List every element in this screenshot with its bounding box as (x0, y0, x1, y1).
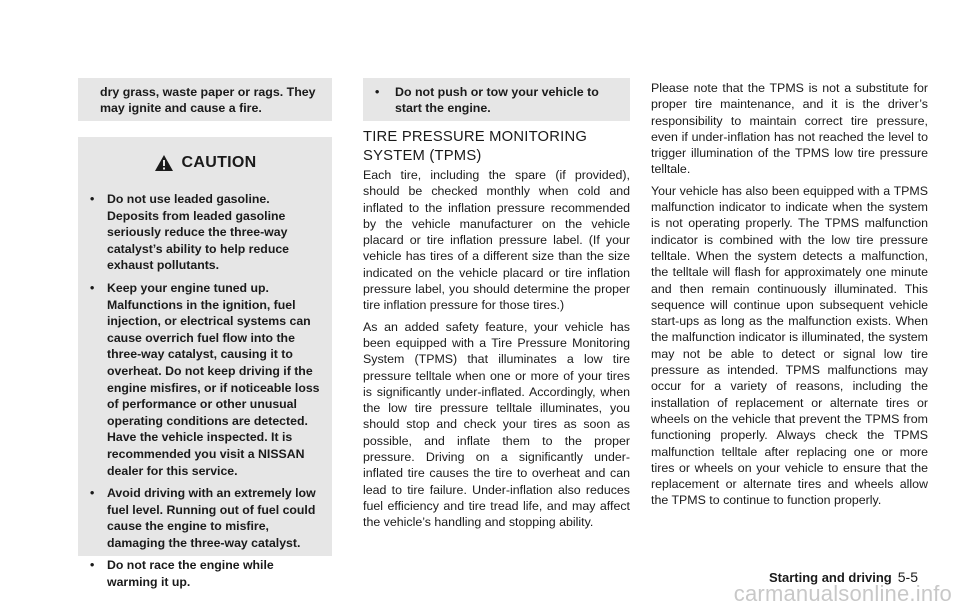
caution-item: • Do not push or tow your vehicle to start the engine. (375, 85, 599, 116)
paragraph: Your vehicle has also been equipped with a TPMS malfunction indicator to indicate when the system is not operating properly. The TPMS malfunction indicator is combined with the low tire pressure telltale. When the system detects a malfunction, the telltale will flash for approximately one minute and then remain continuously illuminated. This sequence will continue upon subsequent vehicle start-ups as long as the malfunction exists. When the malfunction indicator is illuminated, the system may not be able to detect or signal low tire pressure as intended. TPMS malfunctions may occur for a variety of reasons, including the installation of replacement or alternate tires or wheels on the vehicle that prevent the TPMS from functioning properly. Always check the TPMS malfunction telltale after replacing one or more tires or wheels on your vehicle to ensure that the replacement or alternate tires and wheels allow the TPMS to continue to function properly. (651, 183, 928, 508)
warning-triangle-icon (154, 154, 174, 172)
paragraph: As an added safety feature, your vehicle has been equipped with a Tire Pressure Monitoring System (TPMS) that illuminates a low tire pressure telltale when one or more of your tires is significantly under-inflated. Accordingly, when the low tire pressure telltale illuminates, you should stop and check your tires as soon as possible, and inflate them to the proper pressure. Driving on a significantly under-inflated tire causes the tire to overheat and can lead to tire failure. Under-inflation also reduces fuel efficiency and tire tread life, and may affect the vehicle’s handling and stopping ability. (363, 319, 630, 530)
page-number: 5-5 (897, 569, 918, 585)
continued-warning-text: dry grass, waste paper or rags. They may ignite and cause a fire. (100, 85, 316, 116)
tpms-intro-body (363, 167, 630, 536)
watermark: carmanualsonline.info (733, 581, 952, 606)
paragraph: Please note that the TPMS is not a substitute for proper tire maintenance, and it is the driver’s responsibility to maintain correct tire pressure, even if under-inflation has not reached the level to trigger illumination of the TPMS low tire pressure telltale. (651, 81, 928, 177)
caution-item: • Avoid driving with an extremely low fuel level. Running out of fuel could cause the engine to misfire, damaging the three-way catalyst. (90, 486, 316, 550)
caution-item: • Do not race the engine while warming it up. (90, 558, 274, 590)
caution-box (78, 137, 332, 590)
caution-item: • Keep your engine tuned up. Malfunctions in the ignition, fuel injection, or electrical systems can cause overrich fuel flow into the three-way catalyst, causing it to overheat. Do not keep driving if the engine misfires, or if noticeable loss of performance or other unusual operating conditions are detected. Have the vehicle inspected. It is recommended you visit a NISSAN dealer for this service. (90, 280, 320, 478)
caution-title: CAUTION (181, 154, 257, 171)
footer-section-title: Starting and driving (768, 570, 892, 585)
continued-warning-box (78, 78, 332, 121)
caution-list (78, 191, 332, 591)
caution-item: • Do not use leaded gasoline. Deposits from leaded gasoline seriously reduce the three-way catalyst’s ability to help reduce exhaust pollutants. (90, 192, 290, 273)
tpms-notes-body (651, 80, 928, 514)
caution-header (78, 145, 332, 181)
section-heading: TIRE PRESSURE MONITORING SYSTEM (TPMS) (363, 129, 588, 164)
paragraph: Each tire, including the spare (if provided), should be checked monthly when cold and inflated to the inflation pressure recommended by the vehicle manufacturer on the vehicle placard or tire inflation pressure label. (If your vehicle has tires of a different size than the size indicated on the vehicle placard or tire inflation pressure label, you should determine the proper tire inflation pressure for those tires.) (363, 168, 630, 313)
continued-caution-box (363, 78, 630, 121)
